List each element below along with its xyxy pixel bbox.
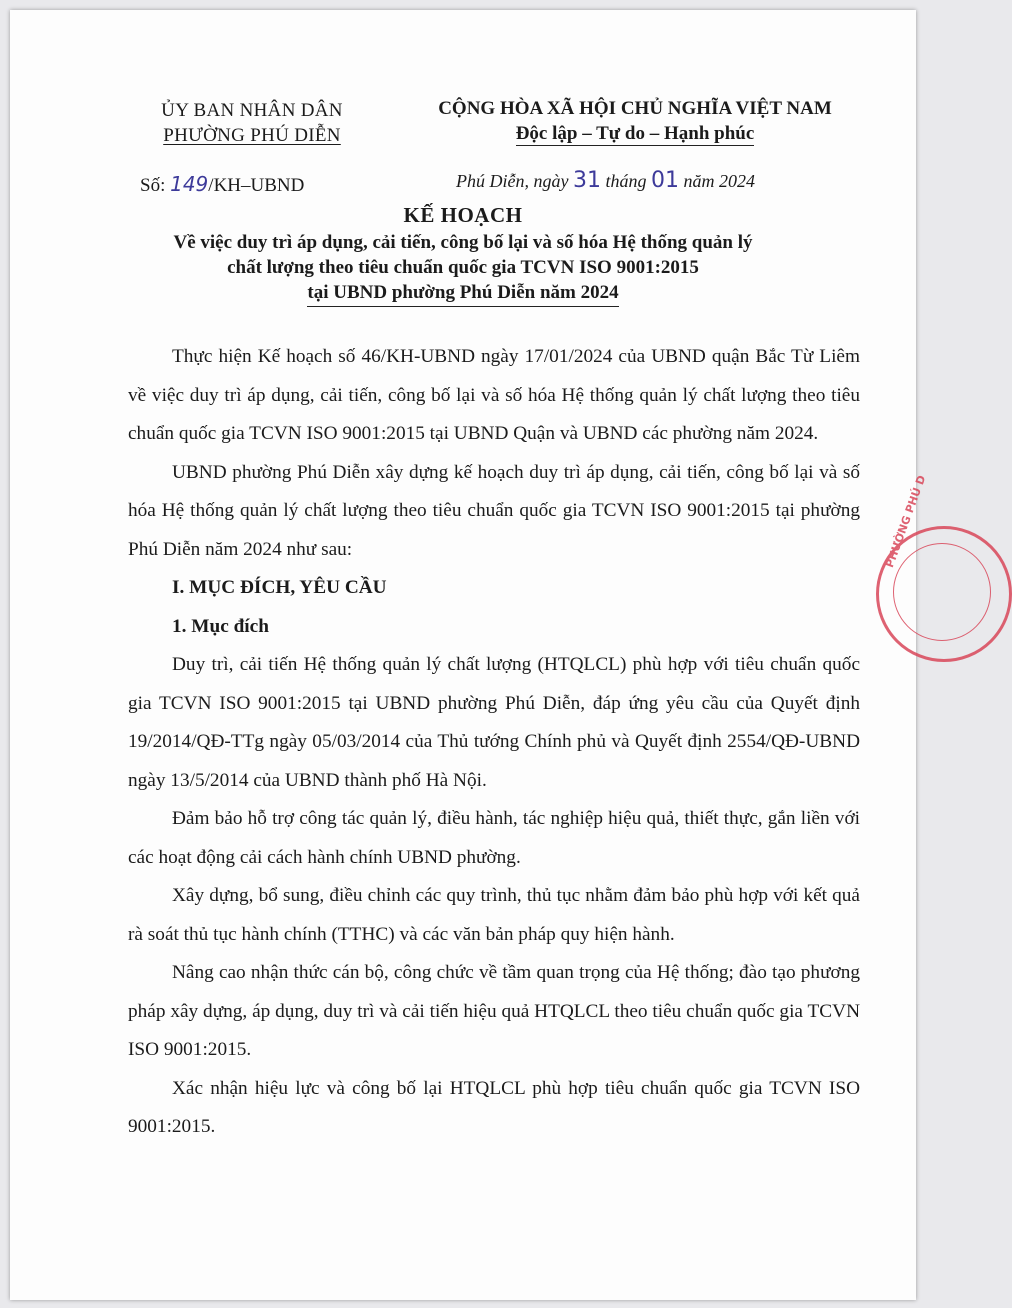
- handwritten-number: 149: [170, 172, 209, 196]
- paragraph: Xây dựng, bổ sung, điều chỉnh các quy trình, thủ tục nhằm đảm bảo phù hợp với kết quả rà soát thủ tục hành chính (TTHC) và các văn bản pháp quy hiện hành.: [128, 885, 860, 945]
- paragraph: Thực hiện Kế hoạch số 46/KH-UBND ngày 17/01/2024 của UBND quận Bắc Từ Liêm về việc duy trì áp dụng, cải tiến, công bố lại và số hóa Hệ thống quản lý chất lượng theo tiêu chuẩn quốc gia TCVN ISO 9001:2015 tại UBND Quận và UBND các phường năm 2024.: [128, 346, 860, 444]
- seal-inner-ring: [893, 543, 991, 641]
- issuer-block: [122, 98, 382, 148]
- subtitle-line-2: chất lượng theo tiêu chuẩn quốc gia TCVN ISO 9001:2015: [227, 257, 699, 278]
- section-heading: I. MỤC ĐÍCH, YÊU CẦU: [172, 577, 387, 598]
- paragraph: Xác nhận hiệu lực và công bố lại HTQLCL phù hợp tiêu chuẩn quốc gia TCVN ISO 9001:2015.: [128, 1077, 860, 1137]
- paragraph: UBND phường Phú Diễn xây dựng kế hoạch duy trì áp dụng, cải tiến, công bố lại và số hóa Hệ thống quản lý chất lượng theo tiêu chuẩn quốc gia TCVN ISO 9001:2015 tại phường Phú Diễn năm 2024 như sau:: [128, 461, 860, 560]
- document-number: Số: 149/KH–UBND: [140, 172, 305, 196]
- document-title: KẾ HOẠCH: [403, 203, 523, 227]
- document-subtitle: [10, 230, 916, 307]
- issuer-line-1: ỦY BAN NHÂN DÂN: [161, 100, 343, 121]
- subtitle-line-1: Về việc duy trì áp dụng, cải tiến, công bố lại và số hóa Hệ thống quản lý: [173, 232, 753, 253]
- document-page: [10, 10, 929, 1300]
- handwritten-month: 01: [651, 168, 679, 193]
- document-body: [128, 338, 860, 1147]
- nation-name: CỘNG HÒA XÃ HỘI CHỦ NGHĨA VIỆT NAM: [438, 98, 832, 119]
- official-seal-stamp: [876, 473, 1012, 662]
- subsection-heading: 1. Mục đích: [172, 615, 269, 637]
- national-header: [405, 96, 865, 146]
- issuer-line-2: PHƯỜNG PHÚ DIỄN: [163, 125, 341, 146]
- date-line: Phú Diễn, ngày 31 tháng 01 năm 2024: [456, 168, 755, 193]
- paragraph: Duy trì, cải tiến Hệ thống quản lý chất lượng (HTQLCL) phù hợp với tiêu chuẩn quốc gia TCVN ISO 9001:2015 tại UBND phường Phú Diễn, đáp ứng yêu cầu của Quyết định 19/2014/QĐ-TTg ngày 05/03/2014 của Thủ tướng Chính phủ và Quyết định 2554/QĐ-UBND ngày 13/5/2014 của UBND thành phố Hà Nội.: [128, 654, 860, 791]
- paragraph: Đảm bảo hỗ trợ công tác quản lý, điều hành, tác nghiệp hiệu quả, thiết thực, gắn liền với các hoạt động cải cách hành chính UBND phường.: [128, 808, 860, 868]
- subtitle-line-3: tại UBND phường Phú Diễn năm 2024: [10, 280, 916, 307]
- motto: Độc lập – Tự do – Hạnh phúc: [515, 123, 755, 144]
- handwritten-day: 31: [572, 168, 601, 193]
- seal-text: PHƯỜNG PHÚ D: [883, 473, 929, 570]
- paragraph: Nâng cao nhận thức cán bộ, công chức về tầm quan trọng của Hệ thống; đào tạo phương pháp xây dựng, áp dụng, duy trì và cải tiến hiệu quả HTQLCL theo tiêu chuẩn quốc gia TCVN ISO 9001:2015.: [128, 962, 860, 1060]
